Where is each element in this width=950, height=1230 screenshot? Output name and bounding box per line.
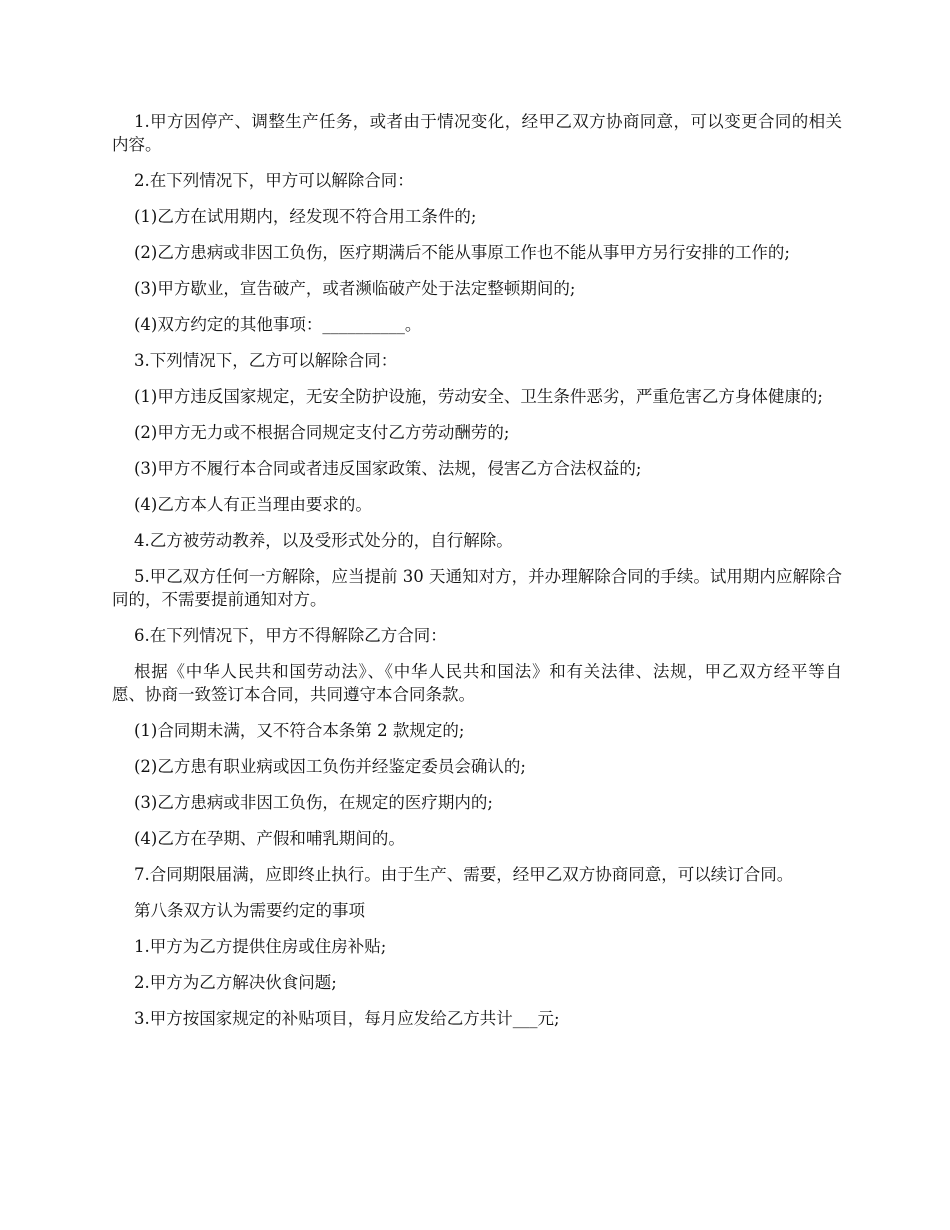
paragraph: (4)乙方在孕期、产假和哺乳期间的。 [134,829,405,848]
paragraph: 4.乙方被劳动教养，以及受形式处分的，自行解除。 [134,531,513,550]
paragraph: 3.甲方按国家规定的补贴项目，每月应发给乙方共计___元; [134,1009,560,1028]
paragraph: 1.甲方因停产、调整生产任务，或者由于情况变化，经甲乙双方协商同意，可以变更合同的相关内容。 [112,112,842,154]
paragraph: 3.下列情况下，乙方可以解除合同： [134,351,398,370]
paragraph: 5.甲乙双方任何一方解除，应当提前 30 天通知对方，并办理解除合同的手续。试用期内应解除合同的，不需要提前通知对方。 [112,567,842,609]
paragraph: (1)合同期未满，又不符合本条第 2 款规定的; [134,721,465,740]
paragraph: 2.甲方为乙方解决伙食问题; [134,973,337,992]
paragraph: 6.在下列情况下，甲方不得解除乙方合同： [134,626,447,645]
paragraph: (2)甲方无力或不根据合同规定支付乙方劳动酬劳的; [134,423,510,442]
paragraph: (3)乙方患病或非因工负伤，在规定的医疗期内的; [134,793,493,812]
paragraph: (1)甲方违反国家规定，无安全防护设施，劳动安全、卫生条件恶劣，严重危害乙方身体健康的; [134,387,823,406]
paragraph: 根据《中华人民共和国劳动法》、《中华人民共和国法》和有关法律、法规，甲乙双方经平等自愿、协商一致签订本合同，共同遵守本合同条款。 [112,662,842,704]
document-body [112,110,842,1043]
paragraph: (4)双方约定的其他事项：__________。 [134,315,422,334]
paragraph: (2)乙方患病或非因工负伤，医疗期满后不能从事原工作也不能从事甲方另行安排的工作的; [134,243,790,262]
paragraph: 7.合同期限届满，应即终止执行。由于生产、需要，经甲乙双方协商同意，可以续订合同。 [134,865,794,884]
paragraph: 2.在下列情况下，甲方可以解除合同： [134,171,414,190]
section-heading: 第八条双方认为需要约定的事项 [134,901,365,920]
paragraph: (3)甲方不履行本合同或者违反国家政策、法规，侵害乙方合法权益的; [134,459,642,478]
paragraph: 1.甲方为乙方提供住房或住房补贴; [134,937,387,956]
paragraph: (1)乙方在试用期内，经发现不符合用工条件的; [134,207,477,226]
paragraph: (2)乙方患有职业病或因工负伤并经鉴定委员会确认的; [134,757,526,776]
paragraph: (3)甲方歇业，宣告破产，或者濒临破产处于法定整顿期间的; [134,279,576,298]
paragraph: (4)乙方本人有正当理由要求的。 [134,495,372,514]
